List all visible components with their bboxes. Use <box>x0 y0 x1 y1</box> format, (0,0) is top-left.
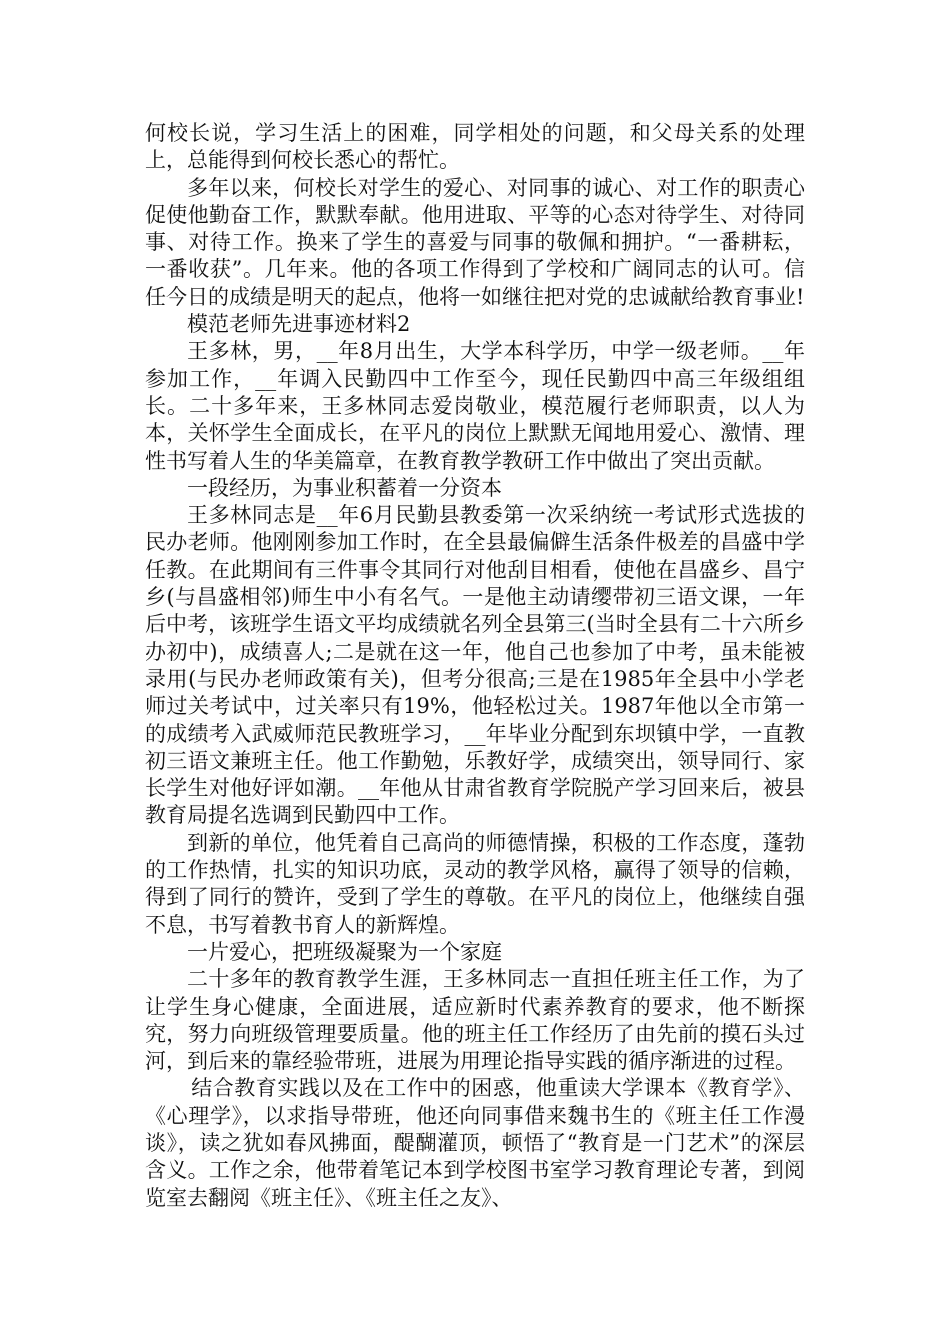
subheading-love: 一片爱心，把班级凝聚为一个家庭 <box>187 939 502 964</box>
paragraph-7: 到新的单位，他凭着自己高尚的师德情操，积极的工作态度，蓬勃的工作热情，扎实的知识功底，灵动的教学风格，赢得了领导的信赖，得到了同行的赞许，受到了学生的尊敬。在平凡的岗位上，他继续自强不息，书写着教书育人的新辉煌。 <box>145 830 805 937</box>
section-heading-2: 模范老师先进事迹材料2 <box>187 312 411 337</box>
paragraph-2: 多年以来，何校长对学生的爱心、对同事的诚心、对工作的职责心促使他勤奋工作，默默奉献。他用进取、平等的心态对待学生、对待同事、对待工作。换来了学生的喜爱与同事的敬佩和拥护。“一番耕耘，一番收获”。几年来。他的各项工作得到了学校和广阔同志的认可。信任今日的成绩是明天的起点，他将一如继往把对党的忠诚献给教育事业! <box>145 175 805 309</box>
paragraph-9: 二十多年的教育教学生涯，王多林同志一直担任班主任工作，为了让学生身心健康，全面进展，适应新时代素养教育的要求，他不断探究，努力向班级管理要质量。他的班主任工作经历了由先前的摸石头过河，到后来的靠经验带班，进展为用理论指导实践的循序渐进的过程。 <box>145 967 805 1074</box>
paragraph-6: 王多林同志是__年6月民勤县教委第一次采纳统一考试形式选拔的民办老师。他刚刚参加工作时，在全县最偏僻生活条件极差的昌盛中学任教。在此期间有三件事令其同行对他刮目相看，使他在昌盛乡、昌宁乡(与昌盛相邻)师生中小有名气。一是他主动请缨带初三语文课，一年后中考，该班学生语文平均成绩就名列全县第三(当时全县有二十六所乡办初中)，成绩喜人;二是就在这一年，他自己也参加了中考，虽未能被录用(与民办老师政策有关)，但考分很高;三是在1985年全县中小学老师过关考试中，过关率只有19%，他轻松过关。1987年他以全市第一的成绩考入武威师范民教班学习，__年毕业分配到东坝镇中学，一直教初三语文兼班主任。他工作勤勉，乐教好学，成绩突出，领导同行、家长学生对他好评如潮。__年他从甘肃省教育学院脱产学习回来后，被县教育局提名选调到民勤四中工作。 <box>145 503 805 828</box>
paragraph-4: 王多林，男，__年8月出生，大学本科学历，中学一级老师。__年参加工作，__年调入民勤四中工作至今，现任民勤四中高三年级组组长。二十多年来，王多林同志爱岗敬业，模范履行老师职责，以人为本，关怀学生全面成长，在平凡的岗位上默默无闻地用爱心、激情、理性书写着人生的华美篇章，在教育教学教研工作中做出了突出贡献。 <box>145 339 805 473</box>
paragraph-1: 何校长说，学习生活上的困难，同学相处的问题，和父母关系的处理上，总能得到何校长悉心的帮忙。 <box>145 121 805 173</box>
document-page <box>145 120 805 1212</box>
subheading-experience: 一段经历，为事业积蓄着一分资本 <box>187 475 502 500</box>
paragraph-10: 结合教育实践以及在工作中的困惑，他重读大学课本《教育学》、《心理学》，以求指导带班，他还向同事借来魏书生的《班主任工作漫谈》，读之犹如春风拂面，醍醐灌顶，顿悟了“教育是一门艺术”的深层含义。工作之余，他带着笔记本到学校图书室学习教育理论专著，到阅览室去翻阅《班主任》、《班主任之友》、 <box>145 1076 805 1210</box>
